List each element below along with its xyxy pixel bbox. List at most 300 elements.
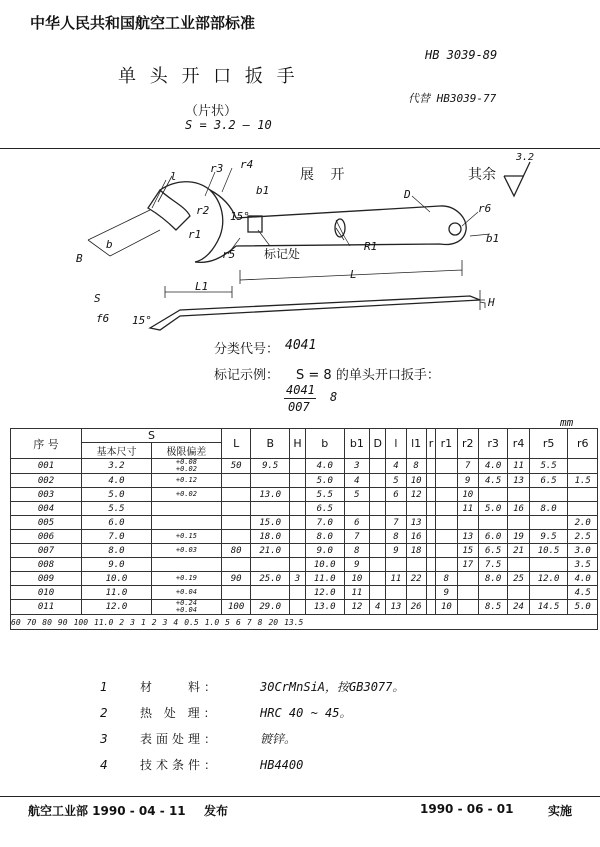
cell-s: 10.0: [82, 572, 152, 586]
requirement-key: 技术条件：: [140, 758, 221, 772]
cell-r5: [529, 516, 568, 530]
header-basic-size: 基本尺寸: [82, 443, 152, 459]
cell-r4: [508, 586, 529, 600]
cell-tol: [151, 459, 221, 474]
unfold-label: 展 开: [300, 167, 351, 183]
cell-b1: 12: [344, 600, 370, 615]
cell-l: 13: [386, 600, 406, 615]
mark-place-label: 标记处: [264, 247, 301, 261]
shared-value-b-11: 11.0: [94, 617, 114, 627]
header-l: l: [386, 429, 406, 459]
cell-r: [426, 544, 435, 558]
cell-r1: [436, 558, 457, 572]
cell-l1: 8: [406, 459, 426, 474]
shared-value-r1-8: 8: [257, 617, 263, 627]
cell-b1: 4: [344, 474, 370, 488]
cell-r1: [436, 488, 457, 502]
cell-r1: [436, 544, 457, 558]
cell-D: [370, 530, 386, 544]
cell-r1: 10: [436, 600, 457, 615]
header-H: H: [290, 429, 306, 459]
cell-r4: 24: [508, 600, 529, 615]
cell-H: [290, 530, 306, 544]
label-D: D: [404, 188, 411, 201]
cell-seq: 007: [11, 544, 82, 558]
shared-value-r1-7: 7: [246, 617, 252, 627]
cell-D: [370, 544, 386, 558]
cell-s: 4.0: [82, 474, 152, 488]
cell-r4: [508, 488, 529, 502]
table-row: [11, 516, 598, 530]
cell-b: 12.0: [305, 586, 344, 600]
requirement-item: [100, 678, 404, 695]
cell-b: 5.0: [305, 474, 344, 488]
header-b: b: [305, 429, 344, 459]
cell-H: [290, 459, 306, 474]
marking-size: 8: [330, 390, 338, 404]
cell-B: 21.0: [251, 544, 290, 558]
shared-value-r2-20: 20: [268, 617, 279, 627]
cell-B: [251, 558, 290, 572]
cell-r3: 6.0: [478, 530, 507, 544]
cell-L: 50: [221, 459, 250, 474]
cell-l: 6: [386, 488, 406, 502]
table-body: [11, 459, 598, 630]
cell-l: 7: [386, 516, 406, 530]
cell-H: [290, 474, 306, 488]
cell-L: [221, 516, 250, 530]
cell-D: [370, 488, 386, 502]
cell-L: [221, 488, 250, 502]
cell-H: [290, 516, 306, 530]
cell-l1: 13: [406, 516, 426, 530]
size-range: S = 3.2 — 10: [185, 118, 272, 132]
header-r6: r6: [568, 429, 598, 459]
cell-r5: 14.5: [529, 600, 568, 615]
header-r5: r5: [529, 429, 568, 459]
cell-b1: 6: [344, 516, 370, 530]
cell-D: [370, 558, 386, 572]
cell-D: [370, 516, 386, 530]
cell-B: 18.0: [251, 530, 290, 544]
marking-denominator: 007: [288, 400, 310, 414]
classification-code: 4041: [285, 338, 317, 353]
cell-l: 9: [386, 544, 406, 558]
requirement-key: 热 处 理：: [140, 706, 220, 720]
cell-s: 11.0: [82, 586, 152, 600]
requirement-number: 2: [100, 706, 108, 720]
issue-label: 发布: [204, 804, 229, 818]
shared-value-d-2: 2: [151, 617, 157, 627]
cell-s: 7.0: [82, 530, 152, 544]
cell-r: [426, 488, 435, 502]
cell-r6: [568, 488, 598, 502]
tolerance-value: +0.02: [175, 465, 197, 473]
cell-D: [370, 502, 386, 516]
cell-r: [426, 502, 435, 516]
implementation-label: 实施: [548, 804, 573, 818]
cell-b: 7.0: [305, 516, 344, 530]
cell-b1: 7: [344, 530, 370, 544]
cell-r: [426, 586, 435, 600]
cell-r1: 9: [436, 586, 457, 600]
shared-value-r-10: 1.0: [204, 617, 220, 627]
cell-b: 9.0: [305, 544, 344, 558]
shared-value-h-2: 2: [119, 617, 125, 627]
marking-numerator: 4041: [286, 383, 315, 397]
cell-seq: 008: [11, 558, 82, 572]
cell-seq: 005: [11, 516, 82, 530]
marking-example-label: 标记示例：: [214, 368, 280, 383]
cell-r1: [436, 502, 457, 516]
shared-value-l-80: 80: [42, 617, 52, 627]
cell-r4: 21: [508, 544, 529, 558]
cell-L: [221, 502, 250, 516]
cell-s: 9.0: [82, 558, 152, 572]
cell-b: 10.0: [305, 558, 344, 572]
requirement-number: 3: [100, 732, 108, 746]
header-l1: l1: [406, 429, 426, 459]
cell-L: [221, 558, 250, 572]
tolerance-value: +0.15: [175, 532, 197, 540]
label-r2: r2: [196, 204, 210, 217]
shared-value-d-3: 3: [162, 617, 168, 627]
cell-r2: 11: [457, 502, 478, 516]
tolerance-value: +0.02: [175, 490, 197, 498]
label-S-tol: f6: [96, 312, 110, 325]
cell-r2: [457, 516, 478, 530]
cell-r1: [436, 459, 457, 474]
header-r1: r1: [436, 429, 457, 459]
cell-L: 80: [221, 544, 250, 558]
cell-r: [426, 459, 435, 474]
cell-r5: [529, 488, 568, 502]
tolerance-value: +0.03: [175, 546, 197, 554]
label-L: L: [350, 268, 357, 281]
requirement-value: HB4400: [260, 758, 304, 772]
cell-r4: 13: [508, 474, 529, 488]
cell-s: 5.0: [82, 488, 152, 502]
table-row: [11, 474, 598, 488]
document-subtitle: （片状）: [185, 104, 238, 119]
cell-r3: 5.0: [478, 502, 507, 516]
cell-L: [221, 530, 250, 544]
cell-l1: 10: [406, 474, 426, 488]
cell-seq: 002: [11, 474, 82, 488]
cell-r2: 13: [457, 530, 478, 544]
cell-D: [370, 572, 386, 586]
cell-L: [221, 474, 250, 488]
cell-l1: 16: [406, 530, 426, 544]
unit-label: mm: [560, 416, 574, 429]
shared-value-h-3: 3: [130, 617, 135, 627]
label-r4: r4: [240, 158, 254, 171]
cell-D: [370, 459, 386, 474]
label-l: l: [170, 170, 177, 183]
table-row: [11, 558, 598, 572]
label-R1: R1: [364, 240, 378, 253]
fraction-bar: [284, 398, 316, 399]
label-S: S: [94, 292, 101, 305]
cell-l1: 22: [406, 572, 426, 586]
cell-b1: 10: [344, 572, 370, 586]
shared-value-d-1: 1: [140, 617, 146, 627]
cell-r2: 7: [457, 459, 478, 474]
footer-rule: [0, 796, 600, 797]
requirement-key: 表面处理：: [140, 732, 221, 746]
classification-code-label: 分类代号：: [214, 342, 280, 357]
cell-tol: [151, 600, 221, 615]
tolerance-value: +0.04: [175, 606, 197, 614]
shared-value-l-60: 60: [11, 617, 21, 627]
cell-l: [386, 502, 406, 516]
cell-s: 6.0: [82, 516, 152, 530]
cell-H: [290, 502, 306, 516]
requirement-item: [100, 704, 351, 721]
label-B: B: [76, 252, 83, 265]
cell-s: 12.0: [82, 600, 152, 615]
cell-r1: [436, 530, 457, 544]
requirement-value: 镀锌。: [260, 732, 297, 746]
cell-r6: 3.5: [568, 558, 598, 572]
table-row-shared-values: [11, 615, 598, 630]
cell-r3: 4.0: [478, 459, 507, 474]
cell-l: 8: [386, 530, 406, 544]
cell-seq: 010: [11, 586, 82, 600]
cell-H: 3: [290, 572, 306, 586]
cell-s: 3.2: [82, 459, 152, 474]
cell-tol: [151, 516, 221, 530]
cell-r3: 8.5: [478, 600, 507, 615]
cell-r: [426, 558, 435, 572]
header-r: r: [426, 429, 435, 459]
cell-r5: 6.5: [529, 474, 568, 488]
cell-b: 4.0: [305, 459, 344, 474]
cell-r1: 8: [436, 572, 457, 586]
standard-number: HB 3039-89: [425, 48, 498, 62]
cell-B: 9.5: [251, 459, 290, 474]
cell-r4: [508, 558, 529, 572]
header-S: S: [82, 429, 222, 443]
cell-r6: 4.5: [568, 586, 598, 600]
cell-r3: 6.5: [478, 544, 507, 558]
cell-L: 90: [221, 572, 250, 586]
cell-b: 11.0: [305, 572, 344, 586]
cell-seq: 011: [11, 600, 82, 615]
header-B: B: [251, 429, 290, 459]
table-row: [11, 544, 598, 558]
shared-value-r1-6: 6: [235, 617, 241, 627]
table-row: [11, 572, 598, 586]
cell-r1: [436, 516, 457, 530]
cell-r2: [457, 600, 478, 615]
label-r6: r6: [478, 202, 492, 215]
cell-L: [221, 586, 250, 600]
cell-H: [290, 558, 306, 572]
cell-r6: 5.0: [568, 600, 598, 615]
cell-D: 4: [370, 600, 386, 615]
requirement-key: 材 料：: [140, 680, 221, 694]
header-D: D: [370, 429, 386, 459]
cell-b: 13.0: [305, 600, 344, 615]
cell-tol: [151, 530, 221, 544]
cell-B: 15.0: [251, 516, 290, 530]
cell-tol: [151, 502, 221, 516]
cell-r5: 12.0: [529, 572, 568, 586]
cell-l: [386, 586, 406, 600]
issuer: 航空工业部 1990 - 04 - 11: [28, 804, 186, 818]
cell-r3: [478, 586, 507, 600]
cell-r: [426, 474, 435, 488]
cell-seq: 006: [11, 530, 82, 544]
shared-value-r-05: 0.5: [184, 617, 199, 627]
marking-example-text: S = 8 的单头开口扳手：: [296, 368, 440, 383]
shared-value-r1-5: 5: [225, 617, 230, 627]
cell-H: [290, 586, 306, 600]
surface-note: 其余: [468, 167, 496, 183]
cell-B: [251, 502, 290, 516]
cell-b1: 11: [344, 586, 370, 600]
cell-r3: 8.0: [478, 572, 507, 586]
label-r5: r5: [222, 248, 236, 261]
shared-value-l-70: 70: [26, 617, 37, 627]
cell-r6: [568, 459, 598, 474]
cell-l: 5: [386, 474, 406, 488]
cell-H: [290, 544, 306, 558]
cell-r: [426, 530, 435, 544]
cell-r6: 2.5: [568, 530, 598, 544]
cell-l1: [406, 586, 426, 600]
cell-l1: 26: [406, 600, 426, 615]
cell-r6: 4.0: [568, 572, 598, 586]
tolerance-value: +0.12: [175, 476, 197, 484]
table-row: [11, 600, 598, 615]
label-b1-right: b1: [486, 232, 500, 245]
issuing-authority: 中华人民共和国航空工业部部标准: [30, 14, 256, 32]
cell-r5: 5.5: [529, 459, 568, 474]
cell-D: [370, 586, 386, 600]
cell-r2: 9: [457, 474, 478, 488]
table-row: [11, 502, 598, 516]
cell-D: [370, 474, 386, 488]
shared-value-l-90: 90: [57, 617, 68, 627]
cell-r4: 25: [508, 572, 529, 586]
implementation-date: 1990 - 06 - 01: [420, 802, 514, 816]
cell-tol: [151, 488, 221, 502]
shared-value-d-4: 4: [173, 617, 179, 627]
cell-b1: 8: [344, 544, 370, 558]
cell-b1: 5: [344, 488, 370, 502]
cell-r1: [436, 474, 457, 488]
cell-r3: [478, 488, 507, 502]
cell-r3: [478, 516, 507, 530]
cell-r4: 11: [508, 459, 529, 474]
label-b: b: [106, 238, 113, 251]
cell-s: 8.0: [82, 544, 152, 558]
cell-l1: [406, 558, 426, 572]
cell-r5: [529, 558, 568, 572]
label-angle-side: 15°: [132, 314, 152, 327]
header-b1: b1: [344, 429, 370, 459]
cell-r3: 4.5: [478, 474, 507, 488]
requirement-item: [100, 730, 296, 747]
cell-B: 29.0: [251, 600, 290, 615]
table-header-row: [11, 429, 598, 443]
cell-r2: [457, 572, 478, 586]
requirement-value: HRC 40 ~ 45。: [260, 706, 352, 720]
cell-r4: 16: [508, 502, 529, 516]
cell-s: 5.5: [82, 502, 152, 516]
cell-r6: 1.5: [568, 474, 598, 488]
cell-l1: [406, 502, 426, 516]
cell-tol: [151, 474, 221, 488]
cell-l: 11: [386, 572, 406, 586]
cell-B: 25.0: [251, 572, 290, 586]
header-r3: r3: [478, 429, 507, 459]
cell-b1: 3: [344, 459, 370, 474]
cell-H: [290, 600, 306, 615]
label-H: H: [488, 296, 495, 309]
cell-b: 8.0: [305, 530, 344, 544]
header-rule: [0, 148, 600, 149]
roughness-value: 3.2: [516, 152, 535, 163]
cell-tol: [151, 572, 221, 586]
cell-seq: 004: [11, 502, 82, 516]
requirement-number: 4: [100, 758, 108, 772]
requirement-number: 1: [100, 680, 108, 694]
cell-r6: 3.0: [568, 544, 598, 558]
cell-tol: [151, 586, 221, 600]
cell-b1: [344, 502, 370, 516]
cell-r4: 19: [508, 530, 529, 544]
cell-seq: 003: [11, 488, 82, 502]
cell-r3: 7.5: [478, 558, 507, 572]
roughness-symbol: [504, 162, 530, 196]
tolerance-value: +0.24: [175, 599, 197, 607]
requirement-value: 30CrMnSiA，按GB3077。: [260, 680, 405, 694]
cell-r2: [457, 586, 478, 600]
label-L1: L1: [195, 280, 209, 293]
requirement-item: [100, 756, 303, 773]
cell-r2: 17: [457, 558, 478, 572]
cell-r4: [508, 516, 529, 530]
cell-tol: [151, 544, 221, 558]
cell-b: 6.5: [305, 502, 344, 516]
cell-tol: [151, 558, 221, 572]
header-L: L: [221, 429, 250, 459]
tolerance-value: +0.19: [175, 574, 197, 582]
cell-B: [251, 474, 290, 488]
header-r2: r2: [457, 429, 478, 459]
cell-r5: 9.5: [529, 530, 568, 544]
document-title: 单 头 开 口 扳 手: [118, 66, 299, 87]
cell-l1: 12: [406, 488, 426, 502]
header-r4: r4: [508, 429, 529, 459]
header-seq: 序 号: [11, 429, 82, 459]
cell-r: [426, 572, 435, 586]
table-row: [11, 586, 598, 600]
table-row: [11, 488, 598, 502]
replaces-standard: 代替 HB3039-77: [408, 92, 497, 105]
cell-L: 100: [221, 600, 250, 615]
cell-r: [426, 600, 435, 615]
cell-l: 4: [386, 459, 406, 474]
label-r1: r1: [188, 228, 202, 241]
label-b1: b1: [256, 184, 270, 197]
shared-value-r5-135: 13.5: [284, 617, 304, 627]
cell-l1: 18: [406, 544, 426, 558]
cell-r2: 15: [457, 544, 478, 558]
